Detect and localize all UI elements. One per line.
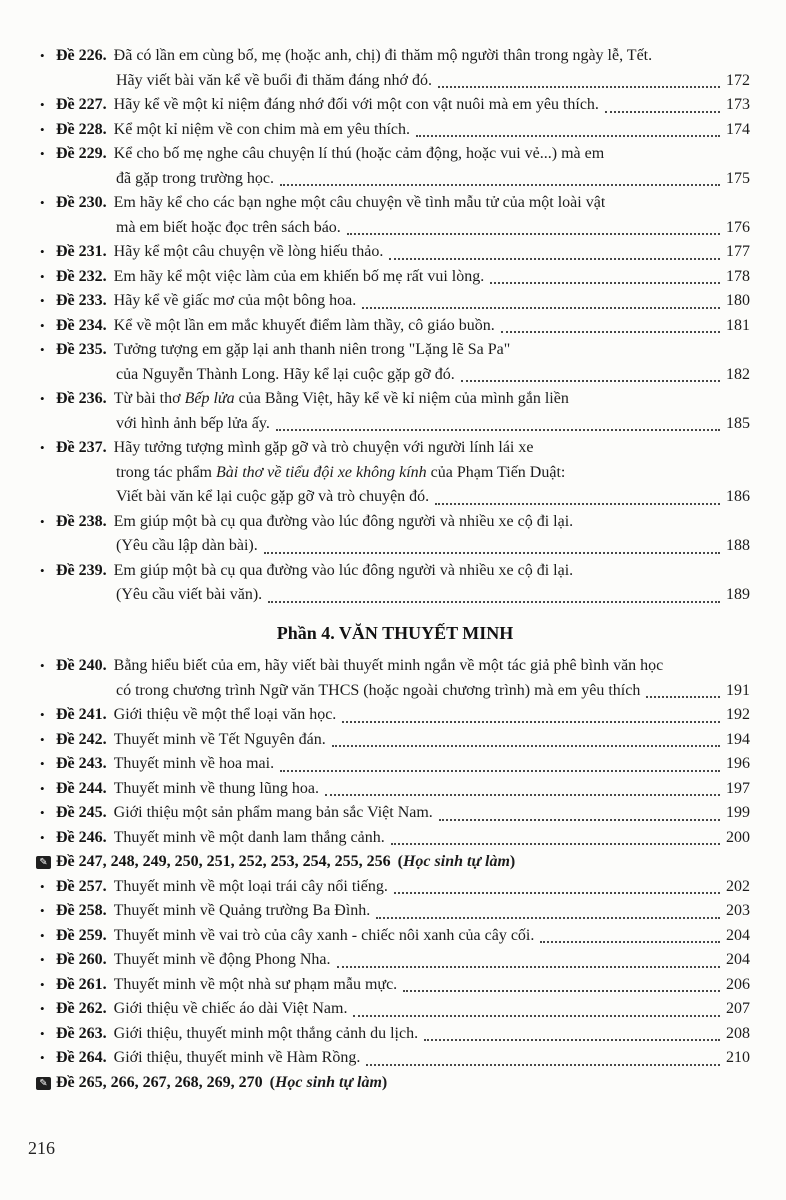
entry-line [116, 534, 750, 559]
entry-label: Đề 259. [56, 926, 107, 944]
entry-line [116, 69, 750, 94]
entry-body [56, 289, 750, 314]
toc-list [40, 44, 750, 1095]
entry-body [56, 997, 750, 1022]
entry-text: Giới thiệu, thuyết minh một thắng cảnh du lịch. [113, 1024, 423, 1042]
dot-leader [540, 941, 720, 943]
entry-label: Đề 237. [56, 439, 107, 456]
dot-leader [461, 380, 720, 382]
entry-label: Đề 235. [56, 341, 107, 358]
toc-entry [40, 314, 750, 339]
entry-body [56, 899, 750, 924]
entry-text: Giới thiệu về chiếc áo dài Việt Nam. [113, 1000, 352, 1017]
entry-body [56, 703, 750, 728]
entry-text: Thuyết minh về vai trò của cây xanh - chiếc nôi xanh của cây cối. [113, 926, 539, 944]
entry-page-number: 188 [726, 537, 750, 554]
entry-line [116, 679, 750, 704]
entry-body [56, 850, 750, 875]
entry-line [56, 728, 750, 753]
toc-entry [40, 1022, 750, 1047]
entry-line [116, 216, 750, 241]
entry-text: của Phạm Tiến Duật: [426, 463, 566, 481]
entry-label: Đề 230. [56, 194, 107, 211]
dot-leader [347, 233, 720, 235]
entry-line [56, 801, 750, 826]
bullet-icon: • [40, 903, 45, 918]
entry-body [56, 93, 750, 118]
entry-page-number: 196 [726, 755, 750, 772]
bullet-icon: • [40, 513, 45, 529]
entry-page-number: 175 [726, 169, 750, 187]
entry-page-number: 207 [726, 1000, 750, 1017]
entry-text: Đã có lần em cùng bố, mẹ (hoặc anh, chị) đi thăm mộ người thân trong ngày lễ, Tết. [113, 47, 653, 64]
entry-body [56, 801, 750, 826]
entry-text: Em giúp một bà cụ qua đường vào lúc đông người và nhiều xe cộ đi lại. [113, 512, 574, 530]
entry-line [116, 461, 750, 486]
entry-line [116, 167, 750, 192]
entry-line [56, 1022, 750, 1047]
entry-body [56, 265, 750, 290]
entry-line [56, 240, 750, 265]
pencil-note-icon: ✎ [36, 1077, 51, 1090]
toc-entry [40, 899, 750, 924]
entry-label: Đề 261. [56, 975, 107, 993]
entry-text: (Yêu cầu lập dàn bài). [116, 537, 262, 554]
entry-label: Đề 233. [56, 292, 107, 309]
entry-label: Đề 263. [56, 1024, 107, 1042]
entry-label: Đề 234. [56, 316, 107, 334]
entry-text: Kể cho bố mẹ nghe câu chuyện lí thú (hoặc cảm động, hoặc vui vẻ...) mà em [113, 145, 605, 162]
entry-body [56, 510, 750, 559]
entry-line [56, 997, 750, 1022]
toc-entry [40, 142, 750, 191]
bullet-icon: • [40, 48, 45, 63]
entry-page-number: 174 [726, 120, 750, 138]
entry-label: Đề 240. [56, 657, 107, 674]
entry-line [56, 142, 750, 167]
entry-label: Đề 228. [56, 120, 107, 138]
toc-entry [40, 948, 750, 973]
entry-text: của Bằng Việt, hãy kể về kỉ niệm của mình gắn liền [234, 390, 569, 407]
entry-body [56, 1046, 750, 1071]
dot-leader [438, 86, 720, 88]
entry-body [56, 1022, 750, 1047]
toc-entry [40, 875, 750, 900]
toc-entry [40, 801, 750, 826]
entry-body [56, 142, 750, 191]
entry-text: Hãy kể một câu chuyện về lòng hiếu thảo. [113, 243, 388, 260]
entry-page-number: 197 [726, 779, 750, 797]
entry-label: Đề 231. [56, 243, 107, 260]
dot-leader [342, 721, 720, 723]
entry-label: Đề 258. [56, 902, 107, 919]
entry-label: Đề 265, 266, 267, 268, 269, 270 [56, 1073, 263, 1091]
entry-text: có trong chương trình Ngữ văn THCS (hoặc ngoài chương trình) mà em yêu thích [116, 681, 645, 699]
bullet-icon: • [40, 391, 45, 406]
entry-text: Thuyết minh về một nhà sư phạm mẫu mực. [113, 975, 402, 993]
entry-text: Em hãy kể cho các bạn nghe một câu chuyện về tình mẫu tử của một loài vật [113, 194, 606, 211]
bullet-icon: • [40, 829, 45, 845]
entry-label: Đề 243. [56, 755, 107, 772]
entry-line [56, 436, 750, 461]
entry-text: Thuyết minh về hoa mai. [113, 755, 279, 772]
entry-page-number: 189 [726, 586, 750, 603]
entry-text: ) [381, 1073, 388, 1091]
entry-label: Đề 247, 248, 249, 250, 251, 252, 253, 254, 255, 256 [56, 853, 391, 870]
entry-text: Thuyết minh về một loại trái cây nổi tiếng. [113, 877, 392, 895]
toc-entry [40, 240, 750, 265]
entry-body [56, 44, 750, 93]
entry-text: với hình ảnh bếp lửa ấy. [116, 414, 274, 432]
toc-entry [40, 338, 750, 387]
toc-entry [40, 559, 750, 608]
entry-text: Giới thiệu một sản phẩm mang bản sắc Việt Nam. [113, 804, 437, 821]
entry-body [56, 752, 750, 777]
entry-text: Thuyết minh về một danh lam thắng cảnh. [113, 828, 389, 846]
entry-line [56, 387, 750, 412]
entry-body [56, 314, 750, 339]
toc-entry [40, 118, 750, 143]
entry-text: Hãy kể về một kỉ niệm đáng nhớ đối với một con vật nuôi mà em yêu thích. [113, 96, 603, 113]
entry-label: Đề 264. [56, 1049, 107, 1066]
entry-text: mà em biết hoặc đọc trên sách báo. [116, 218, 345, 236]
toc-entry [40, 436, 750, 510]
entry-line [116, 363, 750, 388]
entry-line [56, 191, 750, 216]
entry-body [56, 559, 750, 608]
dot-leader [646, 696, 720, 698]
dot-leader [376, 917, 720, 919]
dot-leader [424, 1039, 720, 1041]
entry-line [56, 973, 750, 998]
entry-page-number: 199 [726, 804, 750, 821]
dot-leader [332, 745, 720, 747]
bullet-icon: • [40, 146, 45, 161]
entry-line [56, 924, 750, 949]
entry-label: Đề 241. [56, 706, 107, 723]
entry-line [116, 485, 750, 510]
entry-page-number: 200 [726, 828, 750, 846]
bullet-icon: • [40, 121, 45, 137]
entry-line [56, 265, 750, 290]
entry-text: Kể về một lần em mắc khuyết điểm làm thầy, cô giáo buồn. [113, 316, 499, 334]
entry-label: Đề 260. [56, 951, 107, 968]
toc-entry [40, 1071, 750, 1096]
entry-label: Đề 238. [56, 512, 107, 530]
entry-line [56, 314, 750, 339]
entry-line [56, 338, 750, 363]
entry-body [56, 948, 750, 973]
entry-text: (Yêu cầu viết bài văn). [116, 586, 267, 603]
bullet-icon: • [40, 342, 45, 357]
entry-line [56, 777, 750, 802]
entry-line [56, 510, 750, 535]
entry-page-number: 210 [726, 1049, 750, 1066]
entry-line [56, 93, 750, 118]
bullet-icon: • [40, 562, 45, 578]
entry-label: Đề 229. [56, 145, 107, 162]
entry-page-number: 192 [726, 706, 750, 723]
bullet-icon: • [40, 1050, 45, 1065]
entry-body [56, 387, 750, 436]
dot-leader [435, 503, 720, 505]
entry-label: Đề 257. [56, 877, 107, 895]
entry-body [56, 973, 750, 998]
entry-line [56, 752, 750, 777]
entry-label: Đề 262. [56, 1000, 107, 1017]
entry-text: Giới thiệu, thuyết minh về Hàm Rồng. [113, 1049, 365, 1066]
entry-text: Hãy kể về giấc mơ của một bông hoa. [113, 292, 361, 309]
entry-text: Thuyết minh về Tết Nguyên đán. [113, 730, 330, 748]
dot-leader [490, 282, 720, 284]
bullet-icon: • [40, 780, 45, 796]
entry-text: Bằng hiểu biết của em, hãy viết bài thuyết minh ngắn về một tác giả phê bình văn học [113, 657, 664, 674]
entry-page-number: 181 [726, 316, 750, 334]
entry-line [56, 899, 750, 924]
dot-leader [394, 892, 720, 894]
entry-body [56, 118, 750, 143]
bullet-icon: • [40, 293, 45, 308]
bullet-icon: • [40, 976, 45, 992]
toc-entry [40, 191, 750, 240]
entry-label: Đề 232. [56, 267, 107, 285]
dot-leader [280, 770, 720, 772]
bullet-icon: • [40, 317, 45, 333]
toc-entry [40, 850, 750, 875]
dot-leader [268, 601, 720, 603]
entry-line [56, 44, 750, 69]
bullet-icon: • [40, 952, 45, 967]
entry-body [56, 654, 750, 703]
entry-body [56, 924, 750, 949]
entry-page-number: 203 [726, 902, 750, 919]
entry-line [116, 412, 750, 437]
entry-line [56, 703, 750, 728]
entry-line [56, 1071, 750, 1096]
entry-body [56, 191, 750, 240]
entry-text: Hãy tưởng tượng mình gặp gỡ và trò chuyện với người lính lái xe [113, 439, 534, 456]
bullet-icon: • [40, 440, 45, 455]
dot-leader [276, 429, 720, 431]
entry-page-number: 173 [726, 96, 750, 113]
bullet-icon: • [40, 97, 45, 112]
toc-entry [40, 826, 750, 851]
entry-page-number: 180 [726, 292, 750, 309]
entry-label: Đề 244. [56, 779, 107, 797]
entry-label: Đề 226. [56, 47, 107, 64]
toc-entry [40, 1046, 750, 1071]
entry-line [116, 583, 750, 608]
entry-label: Đề 227. [56, 96, 107, 113]
entry-line [56, 289, 750, 314]
dot-leader [337, 966, 720, 968]
toc-entry [40, 44, 750, 93]
toc-entry [40, 510, 750, 559]
entry-body [56, 826, 750, 851]
entry-label: Đề 246. [56, 828, 107, 846]
toc-entry [40, 997, 750, 1022]
entry-text: Từ bài thơ [113, 390, 185, 407]
dot-leader [416, 135, 720, 137]
dot-leader [280, 184, 720, 186]
entry-text: Kể một kỉ niệm về con chim mà em yêu thích. [113, 120, 415, 138]
dot-leader [264, 552, 720, 554]
dot-leader [362, 307, 720, 309]
toc-entry [40, 752, 750, 777]
entry-label: Đề 245. [56, 804, 107, 821]
entry-page-number: 178 [726, 267, 750, 285]
bullet-icon: • [40, 878, 45, 894]
dot-leader [439, 819, 720, 821]
bullet-icon: • [40, 195, 45, 210]
entry-body [56, 436, 750, 510]
entry-line [56, 875, 750, 900]
entry-text: trong tác phẩm [116, 463, 216, 481]
entry-text: của Nguyễn Thành Long. Hãy kể lại cuộc gặp gỡ đó. [116, 365, 459, 383]
entry-text: Hãy viết bài văn kể về buổi đi thăm đáng nhớ đó. [116, 71, 436, 89]
entry-text: Thuyết minh về động Phong Nha. [113, 951, 335, 968]
entry-line [56, 118, 750, 143]
toc-entry [40, 777, 750, 802]
dot-leader [391, 843, 720, 845]
dot-leader [353, 1015, 720, 1017]
entry-text: Em giúp một bà cụ qua đường vào lúc đông người và nhiều xe cộ đi lại. [113, 561, 574, 579]
toc-entry [40, 289, 750, 314]
dot-leader [403, 990, 720, 992]
dot-leader [501, 331, 720, 333]
entry-text: Học sinh tự làm [274, 1073, 382, 1091]
entry-text: Tưởng tượng em gặp lại anh thanh niên trong "Lặng lẽ Sa Pa" [113, 341, 511, 358]
dot-leader [366, 1064, 720, 1066]
entry-page-number: 204 [726, 926, 750, 944]
toc-entry [40, 265, 750, 290]
entry-page-number: 176 [726, 218, 750, 236]
pencil-note-icon: ✎ [36, 856, 51, 869]
dot-leader [325, 794, 720, 796]
entry-label: Đề 239. [56, 561, 107, 579]
bullet-icon: • [40, 927, 45, 943]
entry-line [56, 559, 750, 584]
entry-text: ) [509, 853, 516, 870]
entry-text: Thuyết minh về thung lũng hoa. [113, 779, 323, 797]
entry-text: Em hãy kể một việc làm của em khiến bố mẹ rất vui lòng. [113, 267, 489, 285]
entry-label: Đề 236. [56, 390, 107, 407]
entry-page-number: 186 [726, 488, 750, 505]
dot-leader [605, 111, 720, 113]
entry-text: ( [269, 1073, 275, 1091]
bullet-icon: • [40, 268, 45, 284]
entry-page-number: 182 [726, 365, 750, 383]
entry-body [56, 875, 750, 900]
bullet-icon: • [40, 731, 45, 747]
toc-entry [40, 93, 750, 118]
bullet-icon: • [40, 707, 45, 722]
toc-entry [40, 387, 750, 436]
entry-page-number: 194 [726, 730, 750, 748]
entry-page-number: 172 [726, 71, 750, 89]
section-header: Phần 4. VĂN THUYẾT MINH [276, 622, 514, 643]
entry-body [56, 338, 750, 387]
entry-page-number: 185 [726, 414, 750, 432]
entry-line [56, 948, 750, 973]
entry-body [56, 240, 750, 265]
entry-line [56, 850, 750, 875]
dot-leader [389, 258, 720, 260]
bullet-icon: • [40, 756, 45, 771]
entry-page-number: 206 [726, 975, 750, 993]
entry-line [56, 1046, 750, 1071]
entry-line [56, 826, 750, 851]
entry-text: Giới thiệu về một thể loại văn học. [113, 706, 341, 723]
entry-text: Bài thơ về tiểu đội xe không kính [215, 463, 427, 481]
bullet-icon: • [40, 658, 45, 673]
entry-text: Bếp lửa [184, 390, 235, 407]
bullet-icon: • [40, 244, 45, 259]
toc-entry [40, 924, 750, 949]
toc-entry [40, 654, 750, 703]
entry-label: Đề 242. [56, 730, 107, 748]
entry-page-number: 202 [726, 877, 750, 895]
toc-entry [40, 973, 750, 998]
toc-entry [40, 703, 750, 728]
bullet-icon: • [40, 805, 45, 820]
entry-text: Học sinh tự làm [402, 853, 510, 870]
entry-page-number: 177 [726, 243, 750, 260]
entry-text: Thuyết minh về Quảng trường Ba Đình. [113, 902, 375, 919]
entry-page-number: 191 [726, 681, 750, 699]
entry-text: Viết bài văn kể lại cuộc gặp gỡ và trò chuyện đó. [116, 488, 434, 505]
entry-body [56, 777, 750, 802]
entry-page-number: 204 [726, 951, 750, 968]
entry-text: đã gặp trong trường học. [116, 169, 278, 187]
entry-text: ( [397, 853, 403, 870]
entry-body [56, 728, 750, 753]
bullet-icon: • [40, 1025, 45, 1041]
entry-page-number: 208 [726, 1024, 750, 1042]
entry-line [56, 654, 750, 679]
footer-page-number: 216 [28, 1138, 55, 1158]
toc-entry [40, 728, 750, 753]
entry-body [56, 1071, 750, 1096]
bullet-icon: • [40, 1001, 45, 1016]
